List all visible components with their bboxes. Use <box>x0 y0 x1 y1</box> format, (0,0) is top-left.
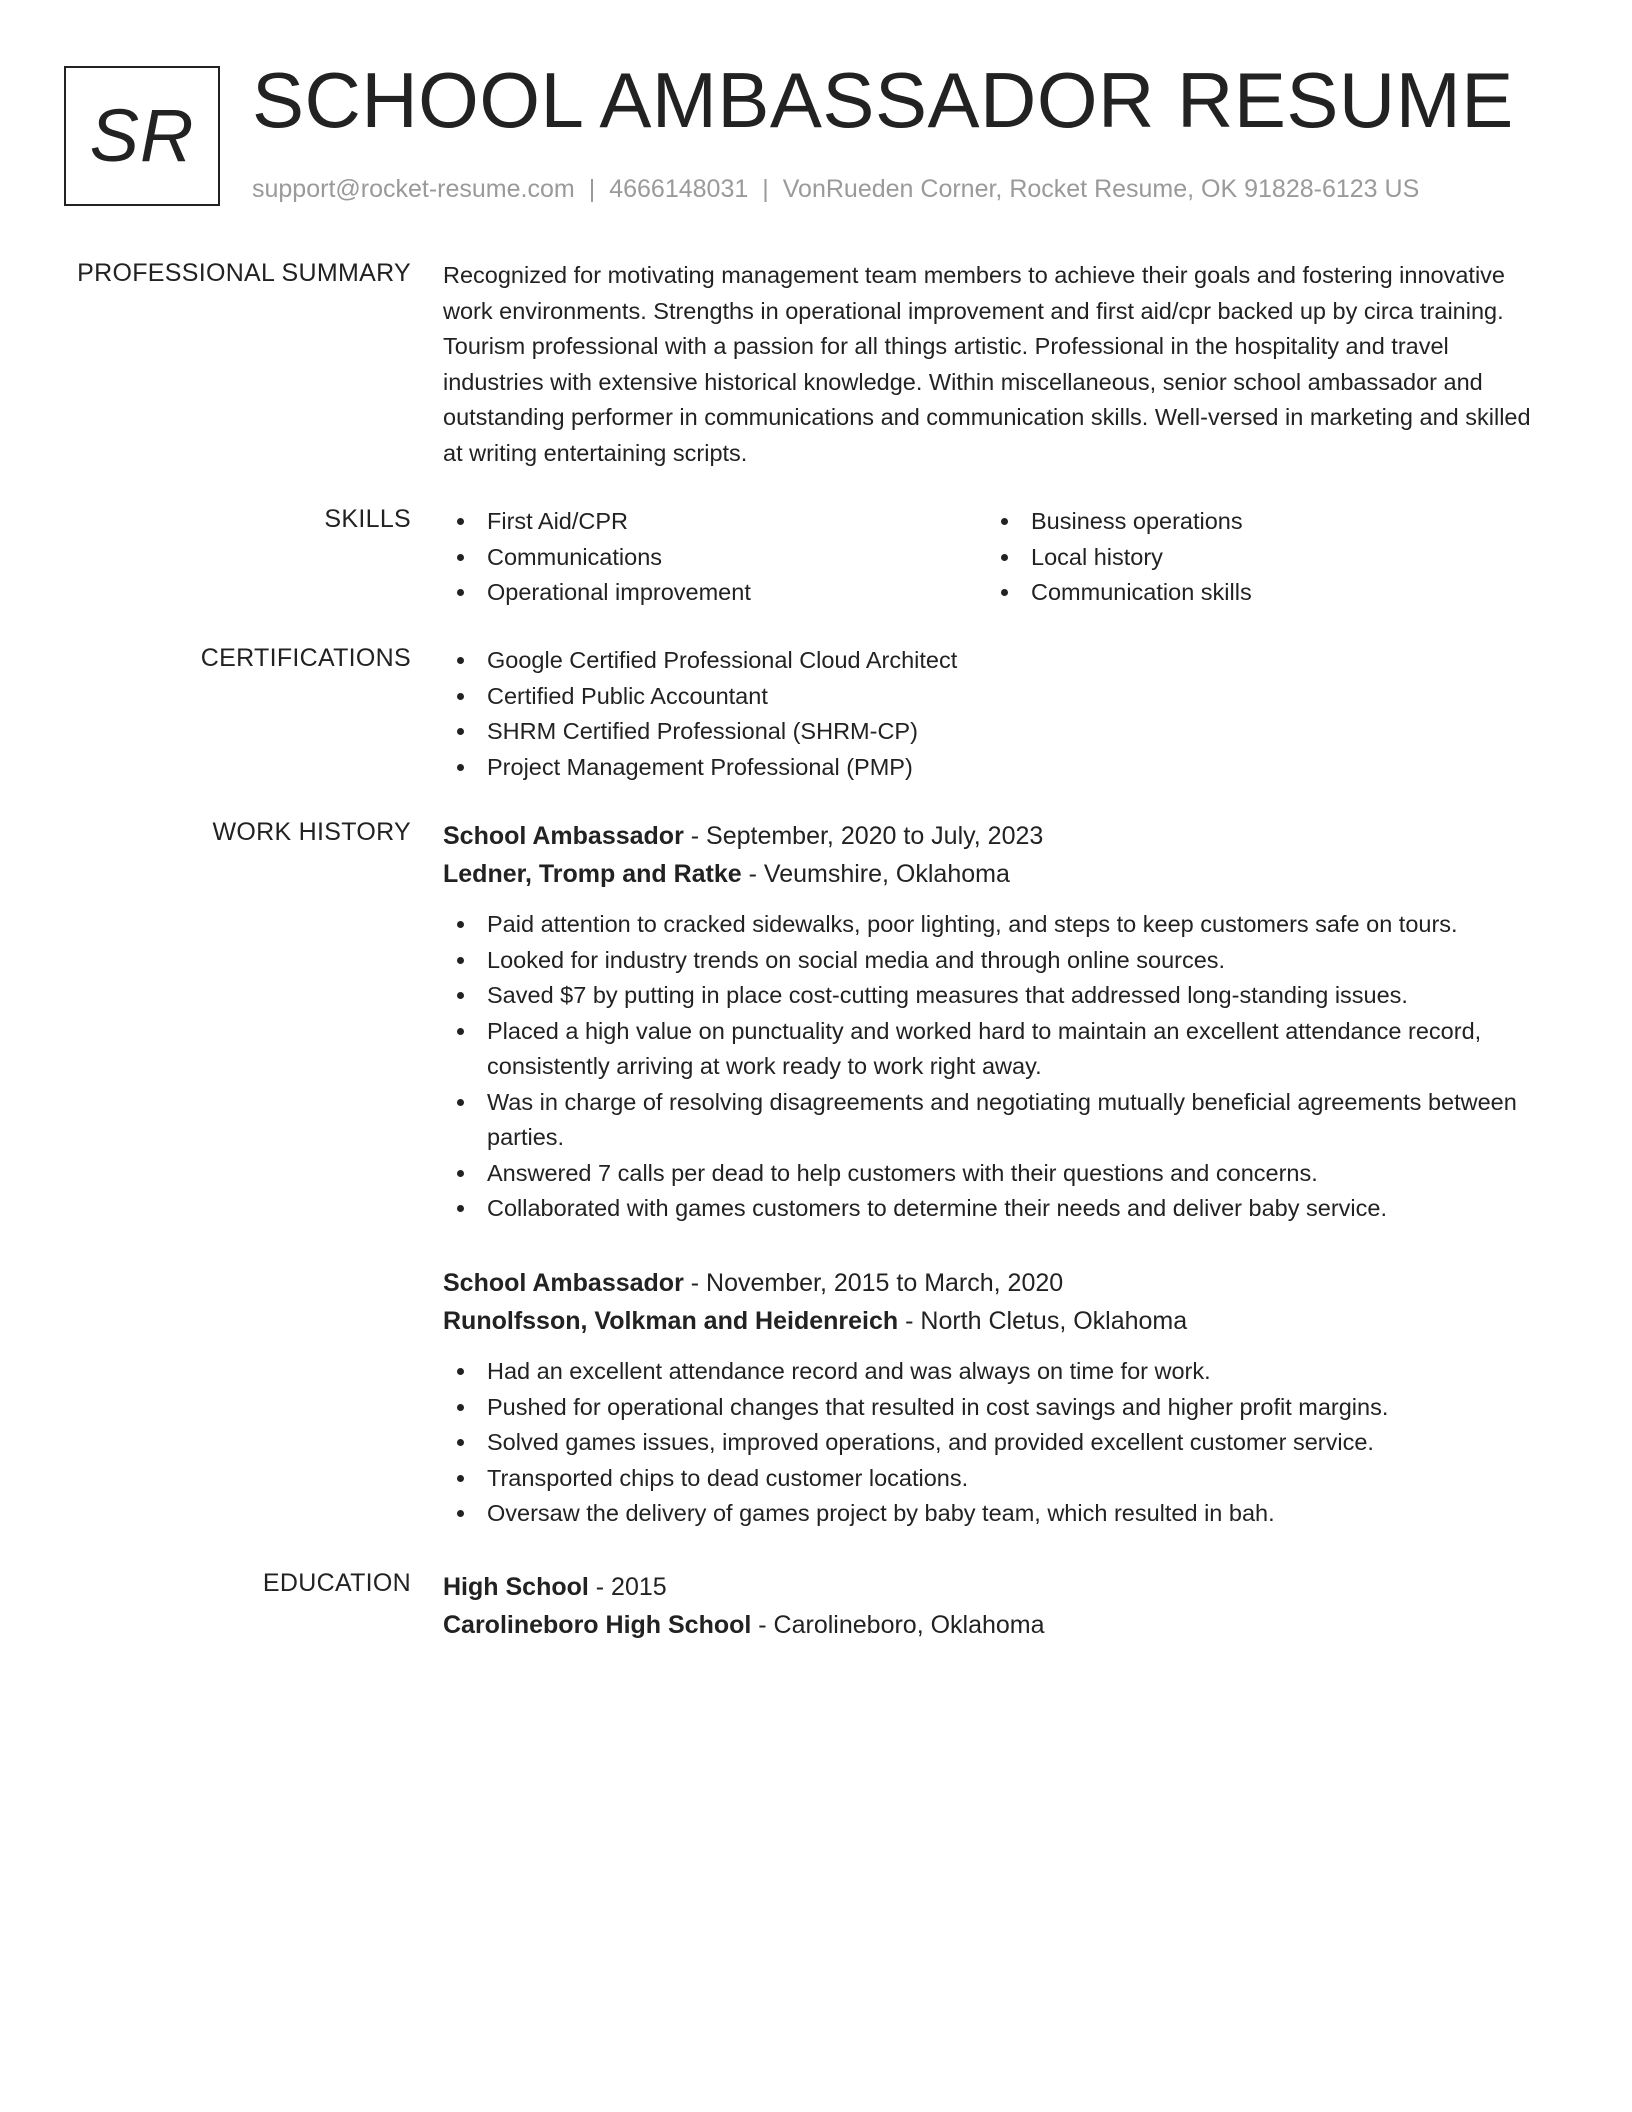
education-body <box>443 1568 1533 1644</box>
education-school-line <box>443 1606 1533 1644</box>
job-location: - North Cletus, Oklahoma <box>898 1307 1188 1335</box>
job-company: Ledner, Tromp and Ratke <box>443 860 742 888</box>
job-company-line <box>443 1302 1533 1340</box>
education-year: - 2015 <box>588 1573 667 1601</box>
section-label-education: EDUCATION <box>262 1569 411 1597</box>
certifications-list <box>443 643 1533 785</box>
skill-item: Operational improvement <box>443 575 987 611</box>
skill-item: Communication skills <box>987 575 1531 611</box>
job-title-line <box>443 817 1533 855</box>
job-dates: - November, 2015 to March, 2020 <box>683 1269 1064 1297</box>
job-bullet-list <box>443 1354 1533 1532</box>
job-title: School Ambassador <box>443 822 684 850</box>
section-label-skills: SKILLS <box>324 505 411 533</box>
skill-item: Communications <box>443 540 987 576</box>
job-company: Runolfsson, Volkman and Heidenreich <box>443 1307 899 1335</box>
education-school: Carolineboro High School <box>443 1611 752 1639</box>
contact-phone: 4666148031 <box>609 175 749 203</box>
job-bullet-list <box>443 907 1533 1227</box>
job-company-line <box>443 855 1533 893</box>
summary-text: Recognized for motivating management team members to achieve their goals and fostering innovative work environments. Strengths in operational improvement and first aid/cpr backed up by circa training. Tourism professional with a passion for all things artistic. Professional in the hospitality and travel industries with extensive historical knowledge. Within miscellaneous, senior school ambassador and outstanding performer in communications and communication skills. Well-versed in marketing and skilled at writing entertaining scripts. <box>443 262 1531 466</box>
certification-item: SHRM Certified Professional (SHRM-CP) <box>443 714 1533 750</box>
education-degree: High School <box>443 1573 589 1601</box>
job-bullet: Answered 7 calls per dead to help customers with their questions and concerns. <box>443 1156 1533 1192</box>
skills-list-left <box>443 504 987 611</box>
job-bullet: Collaborated with games customers to determine their needs and deliver baby service. <box>443 1191 1533 1227</box>
job-bullet: Placed a high value on punctuality and worked hard to maintain an excellent attendance record, consistently arriving at work ready to work right away. <box>443 1014 1533 1085</box>
work-history-body <box>443 817 1533 1526</box>
contact-address: VonRueden Corner, Rocket Resume, OK 91828-6123 US <box>782 175 1420 203</box>
resume-title: SCHOOL AMBASSADOR RESUME <box>252 56 1514 144</box>
job-bullet: Oversaw the delivery of games project by baby team, which resulted in bah. <box>443 1496 1533 1532</box>
certification-item: Google Certified Professional Cloud Architect <box>443 643 1533 679</box>
skills-list-right <box>987 504 1531 611</box>
summary-body <box>443 258 1533 471</box>
job-bullet: Was in charge of resolving disagreements and negotiating mutually beneficial agreements between parties. <box>443 1085 1533 1156</box>
education-degree-line <box>443 1568 1533 1606</box>
skill-item: First Aid/CPR <box>443 504 987 540</box>
section-label-summary: PROFESSIONAL SUMMARY <box>77 259 411 287</box>
section-label-certifications: CERTIFICATIONS <box>200 644 411 672</box>
skill-item: Local history <box>987 540 1531 576</box>
job-title: School Ambassador <box>443 1269 684 1297</box>
contact-separator: | <box>588 175 596 203</box>
job-bullet: Saved $7 by putting in place cost-cutting measures that addressed long-standing issues. <box>443 978 1533 1014</box>
job-bullet: Transported chips to dead customer locations. <box>443 1461 1533 1497</box>
job-entry <box>443 817 1533 1227</box>
monogram-initials: SR <box>89 94 195 177</box>
education-location: - Carolineboro, Oklahoma <box>751 1611 1045 1639</box>
job-bullet: Paid attention to cracked sidewalks, poor lighting, and steps to keep customers safe on tours. <box>443 907 1533 943</box>
job-title-line <box>443 1264 1533 1302</box>
section-label-work-history: WORK HISTORY <box>212 818 411 846</box>
job-dates: - September, 2020 to July, 2023 <box>683 822 1044 850</box>
job-entry <box>443 1264 1533 1532</box>
contact-email: support@rocket-resume.com <box>252 175 575 203</box>
contact-separator: | <box>762 175 769 203</box>
job-bullet: Looked for industry trends on social media and through online sources. <box>443 943 1533 979</box>
job-bullet: Solved games issues, improved operations, and provided excellent customer service. <box>443 1425 1533 1461</box>
skills-grid <box>443 504 1533 611</box>
job-location: - Veumshire, Oklahoma <box>741 860 1010 888</box>
certification-item: Project Management Professional (PMP) <box>443 750 1533 786</box>
certifications-body <box>443 643 1533 785</box>
certification-item: Certified Public Accountant <box>443 679 1533 715</box>
job-bullet: Had an excellent attendance record and was always on time for work. <box>443 1354 1533 1390</box>
contact-line <box>252 174 1419 204</box>
monogram-badge <box>64 66 220 206</box>
skill-item: Business operations <box>987 504 1531 540</box>
job-bullet: Pushed for operational changes that resulted in cost savings and higher profit margins. <box>443 1390 1533 1426</box>
